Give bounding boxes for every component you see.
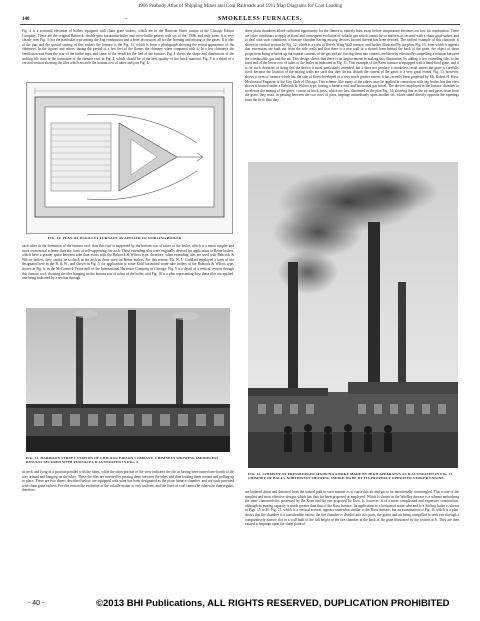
harrison-street-station-photo: [26, 308, 230, 452]
left-paragraph-2: each other in the formation of the furnace roof, thus this roof is supported by the bottom row of tubes of the boiler, which is a much simpler and more economical scheme than any form of self-supporting fire arch. These extending tiles were originally devised for application to Heine boilers, which have a greater space between tube than exists with the Babcock & Wilcox type, therefore, when extending tiles are used with Babcock & Wilcox boilers, they cannot be so thick in the arch as those used for Heine boilers. For this reason, Mr. W. L. Goddard employed a form of tile designated here as the B. & W., and shown in Fig. 5, for application to some Kohl horizontal water-tube boilers of the Babcock & Wilcox type, shown in Fig. 6, in the McCormick Twine mill of the International Harvester Company in Chicago. Fig. 5 is a detail of a vertical section through this furnace roof, showing the tiles hanging on the bottom row of tubes of the boiler, and Fig. 10 is a plan representing how these tiles are applied, one being indicated by a section through: [22, 244, 234, 281]
figure-10-caption: FIG. 10. PLAN OF WOOLLEY FURNACE AS APPLIED TO STIRLING BOILER.: [48, 236, 183, 240]
header-rule: [20, 24, 460, 25]
left-paragraph-3: its neck and lying in a position parallel with the tubes, while the other portion of the view indicates the tile as having been turned one-fourth of the way around and hanging on the tubes. These the tiles are inserted by passing them between the tubes and then locking them around and pulling up in place. There are two sheets described below, are equipped with what has been designated as the plain furnace chamber, and are each provided with chain grate stokers. For this reason the evolution of the volatile matter is very uniform, and the fixed of coal cannot be otherwise than regular, therefore: [22, 470, 234, 493]
figure-12-caption: FIG. 12. CHIMNEY OF PRESSBURGER SHOWING SMOKE MADE BY HIGH APPARATUS AS ILLUSTRATED IN FIG. 11. CHIMNEY OF BALLS-NORTHWEST SHOWING SMOKE MADE BY ITS PROPERLY OPERATED STOKER ENGINE.: [248, 472, 454, 481]
figure-12-photo: [248, 162, 458, 468]
header-dash: -: [125, 16, 127, 22]
right-paragraph-1: these plain chambers afford sufficient opportunity for the flames to entirely burn away before temperature becomes too low for combustion. There are other conditions to apply at fixed and consequent evolution of volatile gas which cannot be so uniform as secured with a chain grate stoker, and to deal with such conditions, a furnace chamber having mixing devices located therein has been devised. The earliest example of this character is shown in vertical section by Fig. 12, which is a view of Keen's Wing Wall furnace, and further illustrated by the plan, Fig. 13, from which it appears that extensions are built out from the side walls and that there is a rear wall of a slotted form behind the back of the grate, the object of these projections being to break up the natural currents of the gas and air, forcing them into contact, and thereby effectually compelling a relation between the combustible gas and the air. This design shows that there is an improvement in making this illustration, by adding a few extending tiles to the front end of the lower row of tubes of the boiler as indicated in Fig. 11. This example of the Keen furnace is equipped with a hand-fired grate, and it is for such character of firing that the device is most particularly intended, but it does not produce a smokeless result unless the grate is carefully fired, because the location of the mixing walls are such that they do not disturb the current of the gases to a very great extent. Fig. 13, however, shows a form of furnace which has the side of Keen developed to a very much greater extent; it has recently been proposed by Mr. Robert H. Kuss, Mechanical Engineer of the City Club of Chicago. This scheme, like many of the others, may be applied in connection with any boiler, but this view shows it located under a Babcock & Wilcox type, having a furnace roof and horizontal gas travel. The devices employed in the furnace chamber to accelerate the mixing of the gases, consist of brick piers, which are best illustrated in the plan Fig. 14, showing that as the air and gases issue from the grate, they must, in passing between the two rows of piers, impinge immediately upon another set, which stand directly opposite the openings from the first; thus they: [245, 29, 459, 102]
footer-page-label: - 40 -: [28, 600, 45, 607]
left-paragraph-1: Fig. 4 is a sectional elevation of boilers equipped with chain grate stokers, which are in the Harrison Street station of the Chicago Edison Company. These are the original Babcock, double-pass horizontal-boiler and cross-baffle pattern with six of the, 1908, and only form. It is very clearly seen Fig. 4 (for the particular type among the Eng combustion and a brief discussion, all for the forming and mixing of the gases. It is also of the pair and the special seating of this stokers the furnace is the Fig. 11, which is from a photograph showing the round appearance of the chimneys. In the figures and others, during the period of a few feet of the flames the chimney when compared with it. In a few chimneys the ventilation was from the rear of the boiler tops, and some of the result for the fuel of the furnace. Fig. 4 shows the shape and dimensions of the arching tile used in the formation of the furnace roof in Fig. 4, which should be of the best quality of fire brick material. Fig. 5 is a detail of a vertical section showing the tiles which encircle the bottom row of tubes and join Fig. 4.: [22, 29, 234, 66]
woolley-furnace-plan-drawing: [27, 83, 232, 233]
figure-11-photo: [26, 308, 230, 452]
footer-copyright: ©2013 BHI Publications, ALL RIGHTS RESERVED, DUPLICATION PROHIBITED: [96, 598, 450, 609]
page-title: SMOKELESS FURNACES.: [217, 16, 303, 22]
page-number: 140: [22, 17, 30, 22]
figure-11-caption: FIG. 11. HARRISON STREET STATION OF CHICAGO EDISON COMPANY. CHIMNEYS SHOWING SMOKELESS RESULTS SECURED WITH FURNACES ILLUSTRATED IN FIG. 4.: [26, 456, 219, 465]
figure-10-diagram: [26, 82, 233, 234]
source-caption: 1906 Peabody Atlas of Shipping Mines and Coal Railroads and 1911 Map Diagrams for Coal Loading: [137, 4, 343, 9]
right-paragraph-2: are battered about and distorted from the natural path in such manner as to cause this air and gas to be intentionally commingled. This is one of the simplest and most effective designs which has thus far been proposed or employed. Which is shown as the Woolley furnace is a scheme embodying the same characteristics possessed by the Keen and the one proposed by Kuss. It, however, is of a more complicated and expensive construction, although its mixing capacity is much greater than that of the Kuss furnace. Its application to a horizontal water tube and to a Stirling boiler is shown in Figs. 15 to 20. Fig. 15, which is a vertical section, appears somewhat similar to the Kuss furnace, but an examination of Fig. 16 which is a plan, shows that the chamber is a considerable extent; the fire chamber is divided into two parts, the grates and air being compelled to seek exit through a comparatively narrow slot in a wall built to the full height of the fire chamber at the back of the grate illustrated by the section at A. They are then caused to impinge upon the sharp point of: [245, 490, 459, 527]
smoking-chimneys-photo: [248, 162, 458, 468]
